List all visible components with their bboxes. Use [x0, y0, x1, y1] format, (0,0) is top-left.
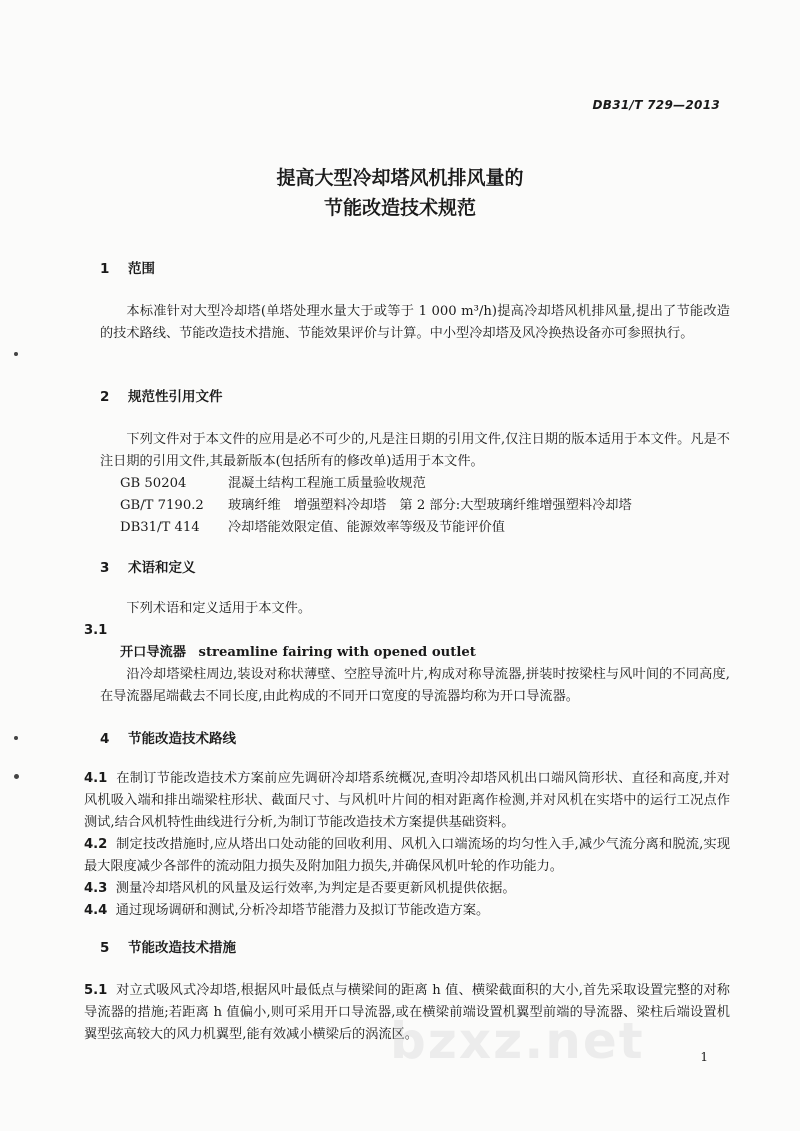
reference-code: DB31/T 414 — [120, 520, 200, 535]
section-1-body — [100, 301, 730, 345]
section-4 — [100, 728, 730, 750]
section-4-body — [84, 768, 730, 922]
section-heading — [100, 557, 730, 579]
section-title: 节能改造技术措施 — [128, 940, 236, 956]
title-line-2: 节能改造技术规范 — [323, 197, 476, 219]
clause-text: 对立式吸风式冷却塔,根据风叶最低点与横梁间的距离 h 值、横梁截面积的大小,首先采取设置完整的对称导流器的措施;若距离 h 值偏小,则可采用开口导流器,或在横梁前端设置机翼型前端的导流器、梁柱后端设置机翼型弦高较大的风力机翼型,能有效减小横梁后的涡流区。 — [84, 983, 730, 1042]
clause — [84, 900, 730, 922]
reference-item — [100, 517, 730, 539]
section-5 — [100, 937, 730, 959]
document-title — [0, 163, 800, 223]
section-heading — [100, 386, 730, 408]
section-3 — [100, 557, 730, 579]
page-number: 1 — [700, 1050, 708, 1064]
standard-number: DB31/T 729—2013 — [592, 98, 720, 112]
clause-text: 测量冷却塔风机的风量及运行效率,为判定是否要更新风机提供依据。 — [115, 881, 516, 896]
section-heading — [100, 728, 730, 750]
clause — [84, 878, 730, 900]
clause-number: 5.1 — [84, 983, 108, 998]
term-entry — [100, 642, 730, 664]
term-english: streamline fairing with opened outlet — [198, 645, 476, 660]
watermark: bzxz.net — [390, 1012, 645, 1070]
paragraph: 本标准针对大型冷却塔(单塔处理水量大于或等于 1 000 m³/h)提高冷却塔风机排风量,提出了节能改造的技术路线、节能改造技术措施、节能效果评价与计算。中小型冷却塔及风冷换热设备亦可参照执行。 — [100, 304, 730, 341]
term-definition: 沿冷却塔梁柱周边,装设对称状薄壁、空腔导流叶片,构成对称导流器,拼装时按梁柱与风叶间的不同高度,在导流器尾端截去不同长度,由此构成的不同开口宽度的导流器均称为开口导流器。 — [100, 667, 730, 704]
clause — [84, 834, 730, 878]
clause — [84, 768, 730, 834]
section-title: 规范性引用文件 — [128, 389, 223, 405]
reference-code: GB 50204 — [120, 476, 187, 491]
section-1 — [100, 258, 730, 280]
scan-speck — [14, 736, 18, 740]
title-line-1: 提高大型冷却塔风机排风量的 — [276, 167, 524, 189]
term-chinese: 开口导流器 — [120, 645, 186, 660]
section-2 — [100, 386, 730, 408]
reference-code: GB/T 7190.2 — [120, 498, 204, 513]
term-number: 3.1 — [84, 623, 108, 638]
paragraph: 下列术语和定义适用于本文件。 — [126, 601, 312, 616]
section-number: 3 — [100, 560, 110, 576]
reference-title: 冷却塔能效限定值、能源效率等级及节能评价值 — [228, 520, 505, 535]
reference-item — [100, 495, 730, 517]
section-number: 1 — [100, 261, 110, 277]
clause-number: 4.3 — [84, 881, 108, 896]
section-3-body — [84, 598, 730, 708]
section-number: 4 — [100, 731, 110, 747]
section-title: 节能改造技术路线 — [128, 731, 236, 747]
reference-item — [100, 473, 730, 495]
scan-speck — [14, 352, 18, 356]
section-title: 范围 — [128, 261, 155, 277]
scan-speck — [14, 774, 19, 779]
clause-number: 4.1 — [84, 771, 108, 786]
reference-title: 混凝土结构工程施工质量验收规范 — [228, 476, 426, 491]
section-number: 5 — [100, 940, 110, 956]
clause-text: 通过现场调研和测试,分析冷却塔节能潜力及拟订节能改造方案。 — [115, 903, 490, 918]
paragraph: 下列文件对于本文件的应用是必不可少的,凡是注日期的引用文件,仅注日期的版本适用于本文件。凡是不注日期的引用文件,其最新版本(包括所有的修改单)适用于本文件。 — [100, 432, 730, 469]
clause-number: 4.2 — [84, 837, 108, 852]
reference-title: 玻璃纤维 增强塑料冷却塔 第 2 部分:大型玻璃纤维增强塑料冷却塔 — [228, 498, 632, 513]
clause-number: 4.4 — [84, 903, 108, 918]
section-heading — [100, 258, 730, 280]
section-2-body — [100, 429, 730, 539]
section-number: 2 — [100, 389, 110, 405]
section-title: 术语和定义 — [128, 560, 196, 576]
clause-text: 制定技改措施时,应从塔出口处动能的回收利用、风机入口端流场的均匀性入手,减少气流分离和脱流,实现最大限度减少各部件的流动阻力损失及附加阻力损失,并确保风机叶轮的作功能力。 — [84, 837, 731, 874]
clause-text: 在制订节能改造技术方案前应先调研冷却塔系统概况,查明冷却塔风机出口端风筒形状、直径和高度,并对风机吸入端和排出端梁柱形状、截面尺寸、与风机叶片间的相对距离作检测,并对风机在实塔中的运行工况点作测试,结合风机特性曲线进行分析,为制订节能改造技术方案提供基础资料。 — [84, 771, 730, 830]
section-heading — [100, 937, 730, 959]
